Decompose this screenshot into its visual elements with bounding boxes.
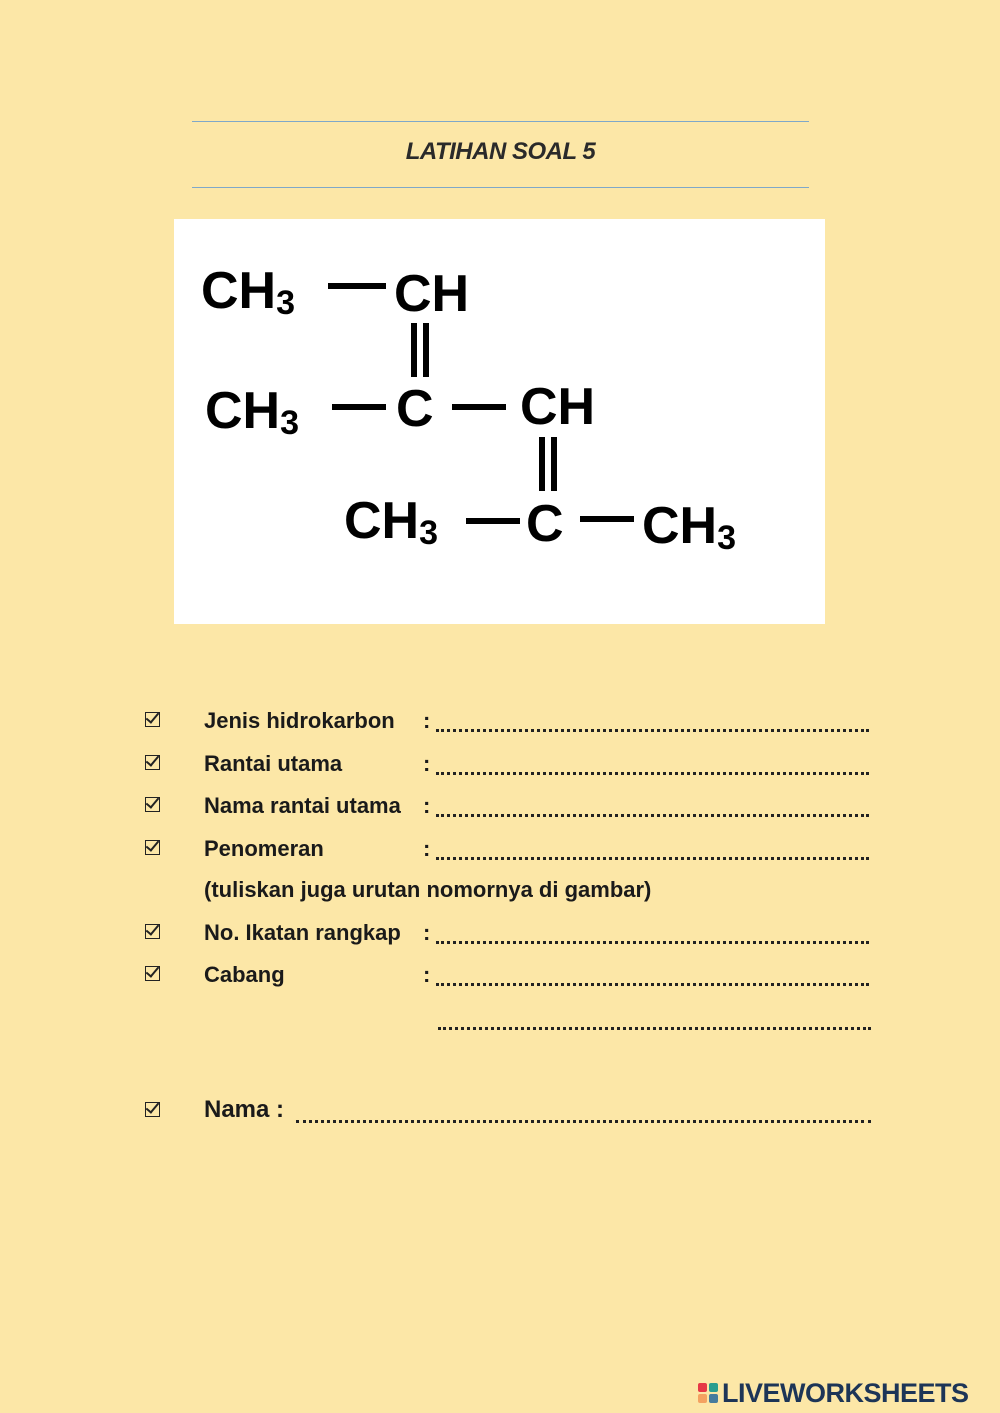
checkbox-icon: [145, 797, 160, 812]
question-label: Cabang: [204, 962, 285, 987]
checkbox-icon: [145, 755, 160, 770]
answer-line[interactable]: [438, 1027, 871, 1030]
question-label: Rantai utama: [204, 751, 343, 776]
question-label: Jenis hidrokarbon: [204, 708, 395, 733]
question-row: [0, 793, 1000, 829]
question-label: Nama rantai utama: [204, 793, 401, 818]
name-answer-line[interactable]: [296, 1120, 871, 1123]
answer-line[interactable]: [436, 772, 869, 775]
bottom-rule: [192, 187, 809, 188]
row2-c: C: [396, 380, 434, 438]
brand-name: LIVEWORKSHEETS: [722, 1377, 969, 1408]
checkbox-icon: [145, 966, 160, 981]
row2-ch: CH: [520, 378, 596, 436]
row3-c: C: [526, 495, 564, 553]
question-row: [0, 962, 1000, 998]
answer-line[interactable]: [436, 983, 869, 986]
liveworksheets-logo-icon: [698, 1383, 718, 1403]
colon: :: [423, 708, 431, 733]
colon: :: [423, 793, 431, 818]
colon: :: [423, 751, 431, 776]
colon: :: [423, 962, 431, 987]
checkbox-icon: [145, 924, 160, 939]
question-label: No. Ikatan rangkap: [204, 920, 401, 945]
colon: :: [423, 920, 431, 945]
brand-footer: [698, 1378, 994, 1408]
instruction-note: (tuliskan juga urutan nomornya di gambar): [204, 877, 652, 902]
question-row: [0, 836, 1000, 872]
name-row: [0, 1096, 1000, 1132]
name-label: Nama :: [204, 1096, 285, 1123]
question-label: Penomeran: [204, 836, 324, 861]
row1-ch3: CH3: [201, 262, 296, 322]
answer-line[interactable]: [436, 814, 869, 817]
note-row: [0, 877, 1000, 913]
row3-ch3-right: CH3: [642, 497, 737, 557]
checkbox-icon: [145, 712, 160, 727]
answer-line[interactable]: [436, 857, 869, 860]
checkbox-icon: [145, 840, 160, 855]
question-row: [0, 920, 1000, 956]
colon: :: [423, 836, 431, 861]
row1-ch: CH: [394, 265, 470, 323]
top-rule: [192, 121, 809, 122]
question-row: [0, 751, 1000, 787]
question-row: [0, 708, 1000, 744]
page-title: LATIHAN SOAL 5: [405, 138, 596, 165]
row2-ch3: CH3: [205, 382, 300, 442]
answer-line[interactable]: [436, 941, 869, 944]
checkbox-icon: [145, 1102, 160, 1117]
continuation-row: [0, 1006, 1000, 1042]
answer-line[interactable]: [436, 729, 869, 732]
row3-ch3-left: CH3: [344, 492, 439, 552]
structural-formula: [174, 219, 825, 624]
